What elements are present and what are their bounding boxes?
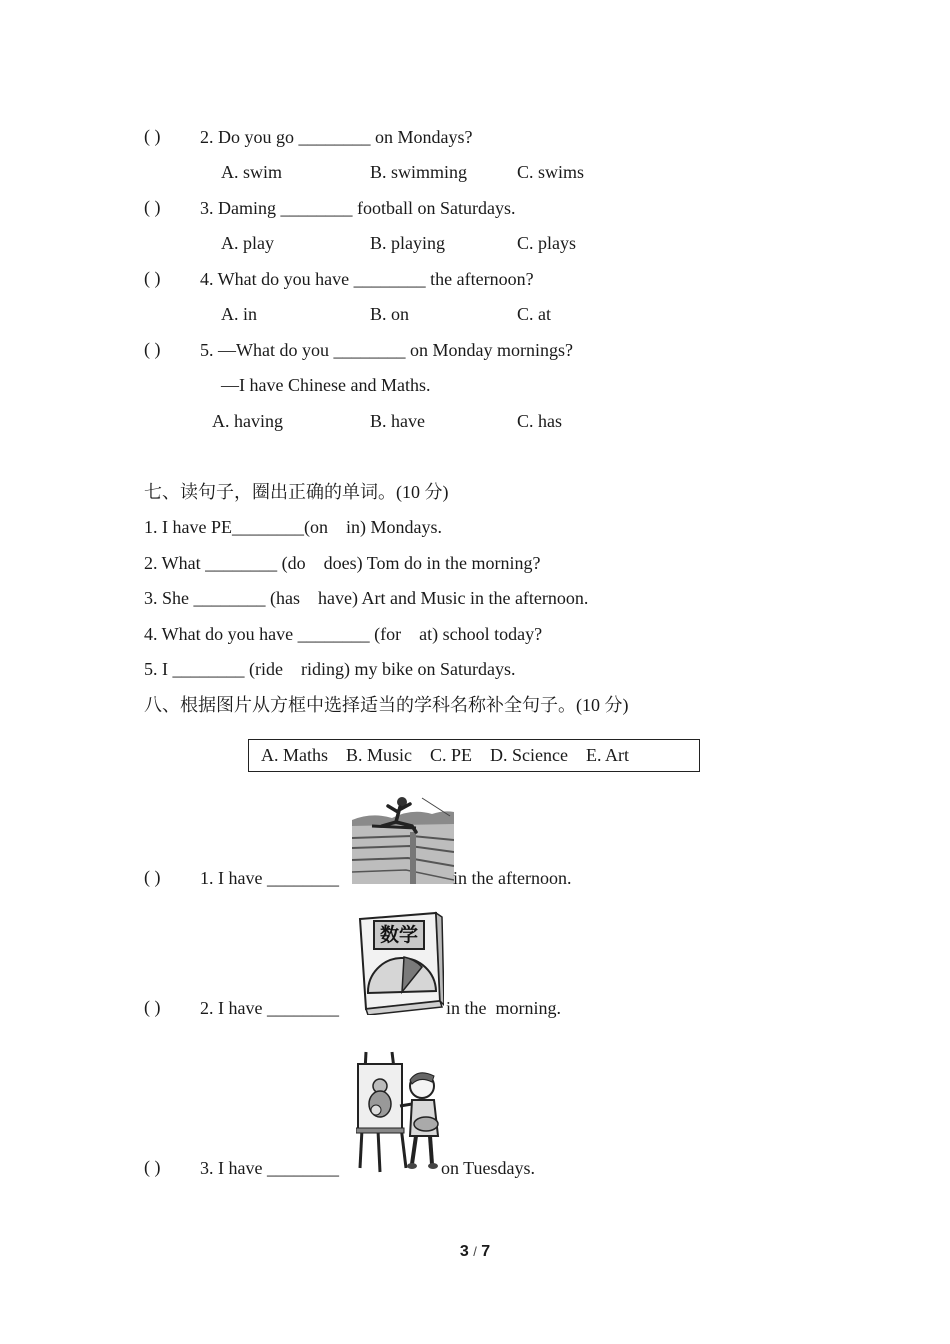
option-a: A. in: [221, 304, 257, 324]
section-7-item-2: 2. What ________ (do does) Tom do in the morning?: [144, 553, 541, 573]
question-3-ending: on Tuesdays.: [441, 1158, 536, 1178]
section-7-item-1: 1. I have PE________(on in) Mondays.: [144, 517, 442, 537]
book-cover-label: 数学: [379, 924, 418, 946]
answer-paren: ( ): [144, 126, 161, 146]
answer-paren: ( ): [144, 197, 161, 217]
option-c: C. has: [517, 411, 562, 431]
page-separator: /: [473, 1244, 477, 1259]
art-painting-picture: [356, 1050, 444, 1174]
section-7-title: 七、读句子，圈出正确的单词。(10 分): [144, 482, 449, 502]
section-7-item-4: 4. What do you have ________ (for at) school today?: [144, 624, 543, 644]
question-1-ending: in the afternoon.: [453, 868, 572, 888]
maths-book-picture: [356, 911, 444, 1015]
option-a: A. swim: [221, 162, 283, 182]
option-b: B. playing: [370, 233, 445, 253]
option-c: C. at: [517, 304, 551, 324]
section-7-item-5: 5. I ________ (ride riding) my bike on Saturdays.: [144, 659, 516, 679]
option-a: A. play: [221, 233, 274, 253]
question-1-text: 1. I have ________: [200, 868, 339, 888]
question-5-text: 5. —What do you ________ on Monday mornings?: [200, 340, 573, 360]
answer-paren: ( ): [144, 1157, 161, 1177]
answer-paren: ( ): [144, 339, 161, 359]
answer-paren: ( ): [144, 268, 161, 288]
section-8-title: 八、根据图片从方框中选择适当的学科名称补全句子。(10 分): [144, 695, 629, 715]
section-7-item-3: 3. She ________ (has have) Art and Music in the afternoon.: [144, 588, 589, 608]
option-a: A. having: [212, 411, 283, 431]
page-number: [0, 1243, 950, 1261]
pe-hurdle-picture: [352, 796, 454, 884]
question-5-answer: —I have Chinese and Maths.: [221, 375, 431, 395]
answer-paren: ( ): [144, 867, 161, 887]
question-2-text: 2. Do you go ________ on Mondays?: [200, 127, 473, 147]
option-c: C. plays: [517, 233, 577, 253]
option-b: B. have: [370, 411, 425, 431]
option-c: C. swims: [517, 162, 585, 182]
subject-options-box: A. Maths B. Music C. PE D. Science E. Art: [248, 739, 700, 772]
question-3-text: 3. Daming ________ football on Saturdays.: [200, 198, 516, 218]
question-4-text: 4. What do you have ________ the afternoon?: [200, 269, 534, 289]
option-b: B. swimming: [370, 162, 468, 182]
question-2-text: 2. I have ________: [200, 998, 339, 1018]
page-total: 7: [481, 1243, 491, 1260]
question-3-text: 3. I have ________: [200, 1158, 339, 1178]
question-2-ending: in the morning.: [446, 998, 561, 1018]
option-b: B. on: [370, 304, 410, 324]
answer-paren: ( ): [144, 997, 161, 1017]
page-current: 3: [459, 1243, 469, 1260]
